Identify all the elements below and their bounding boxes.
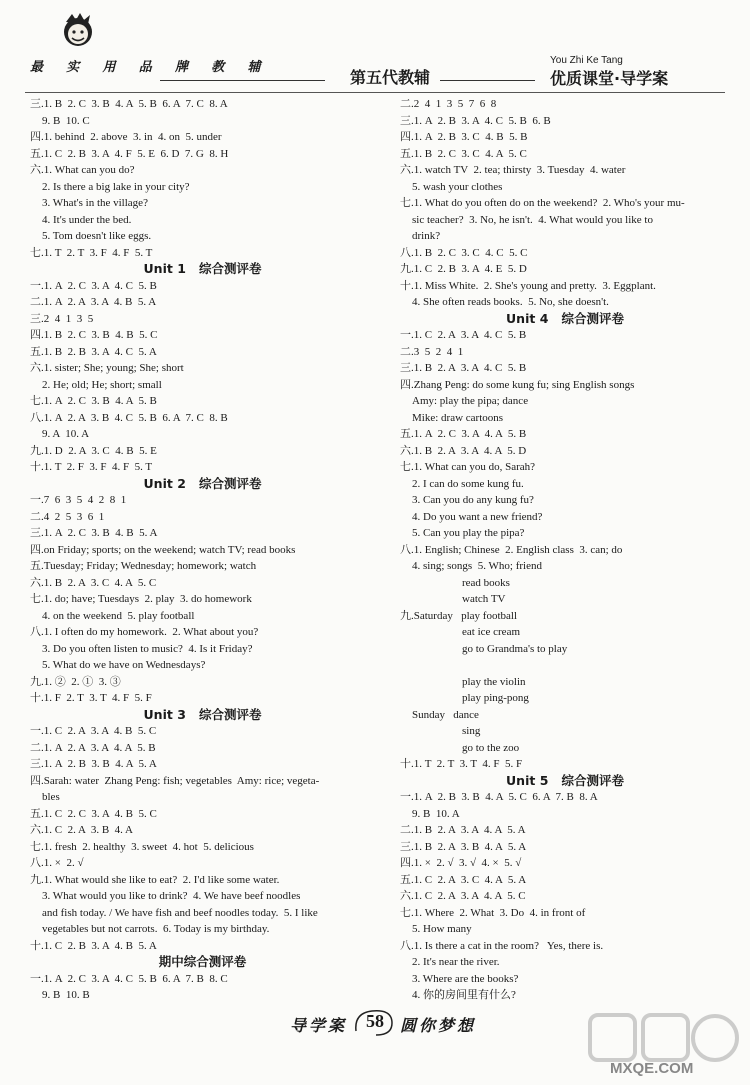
answer-line: 二.1. A 2. A 3. A 4. A 5. B bbox=[30, 741, 156, 754]
answer-line: 六.1. C 2. A 3. B 4. A bbox=[30, 824, 133, 836]
answer-line: Amy: play the pipa; dance bbox=[412, 395, 529, 407]
answer-line: 5. Can you play the pipa? bbox=[412, 527, 525, 539]
answer-line: 9. B 10. A bbox=[412, 807, 460, 820]
answer-line: 二.1. B 2. A 3. A 4. A 5. A bbox=[400, 824, 526, 836]
answer-line: 七.1. What do you often do on the weekend? 2. Who's your mu- bbox=[400, 197, 685, 209]
answer-line: watch TV bbox=[462, 593, 506, 605]
answer-line: 9. B 10. B bbox=[42, 989, 90, 1001]
answer-line: 9. A 10. A bbox=[42, 428, 90, 440]
answer-line: 八.1. I often do my homework. 2. What about you? bbox=[30, 626, 259, 638]
answer-line: 五.Tuesday; Friday; Wednesday; homework; watch bbox=[30, 560, 257, 572]
answer-line: 2. It's near the river. bbox=[412, 956, 500, 968]
answer-line: 六.1. C 2. A 3. A 4. A 5. C bbox=[400, 890, 526, 902]
header-rule-left bbox=[160, 80, 325, 81]
header-divider bbox=[25, 92, 725, 93]
brand-pinyin: You Zhi Ke Tang bbox=[550, 55, 623, 66]
answer-line: 四.1. × 2. √ 3. √ 4. × 5. √ bbox=[400, 857, 522, 869]
answer-line: 3. Can you do any kung fu? bbox=[412, 494, 534, 506]
header-rule-right bbox=[440, 80, 535, 81]
section-title: Unit 2 综合测评卷 bbox=[143, 475, 262, 491]
answer-line: 三.1. B 2. A 3. A 4. C 5. B bbox=[400, 362, 527, 374]
answer-line: 五.1. C 2. C 3. A 4. B 5. C bbox=[30, 807, 157, 820]
answer-line: 3. What would you like to drink? 4. We have beef noodles bbox=[42, 890, 301, 902]
answer-line: Mike: draw cartoons bbox=[412, 411, 504, 424]
answer-line: 一.1. A 2. C 3. A 4. C 5. B bbox=[30, 279, 157, 292]
section-title: Unit 1 综合测评卷 bbox=[143, 261, 262, 276]
answer-line: sing bbox=[462, 725, 481, 737]
answer-column-right bbox=[400, 96, 730, 1004]
answer-line: 3. What's in the village? bbox=[42, 197, 148, 209]
answer-line: 二.1. A 2. A 3. A 4. B 5. A bbox=[30, 296, 157, 308]
answer-line: 三.1. B 2. A 3. B 4. A 5. A bbox=[400, 840, 527, 853]
answer-line: 二.4 2 5 3 6 1 bbox=[30, 510, 105, 523]
answer-line: 五.1. C 2. A 3. C 4. A 5. A bbox=[400, 873, 527, 886]
slogan: 最 实 用 品 牌 教 辅 bbox=[30, 59, 271, 74]
mascot-logo-icon bbox=[58, 10, 98, 52]
answer-line: 七.1. fresh 2. healthy 3. sweet 4. hot 5. delicious bbox=[30, 840, 254, 853]
answer-line: 二.2 4 1 3 5 7 6 8 bbox=[400, 98, 497, 110]
answer-line: eat ice cream bbox=[462, 626, 521, 638]
answer-line: 九.Saturday play football bbox=[400, 609, 518, 622]
answer-line: 四.1. behind 2. above 3. in 4. on 5. under bbox=[30, 131, 222, 143]
answer-line: 4. Do you want a new friend? bbox=[412, 510, 543, 523]
section-title: Unit 3 综合测评卷 bbox=[143, 706, 262, 722]
answer-line: 5. How many bbox=[412, 923, 472, 935]
answer-line: 五.1. C 2. B 3. A 4. F 5. E 6. D 7. G 8. H bbox=[30, 147, 229, 160]
answer-line: 5. What do we have on Wednesdays? bbox=[42, 659, 206, 671]
answer-line: 一.1. C 2. A 3. A 4. C 5. B bbox=[400, 329, 527, 341]
answer-line: 四.1. A 2. B 3. C 4. B 5. B bbox=[400, 131, 528, 143]
answer-line: 九.1. What would she like to eat? 2. I'd like some water. bbox=[30, 873, 280, 886]
answer-line: 一.7 6 3 5 4 2 8 1 bbox=[30, 494, 127, 506]
brand-title: 优质课堂·导学案 bbox=[550, 69, 669, 88]
answer-line: read books bbox=[462, 576, 510, 589]
answer-line: play the violin bbox=[462, 675, 526, 688]
answer-line: 5. wash your clothes bbox=[412, 180, 503, 193]
answer-line: 三.1. A 2. C 3. B 4. B 5. A bbox=[30, 527, 158, 539]
answer-line: go to Grandma's to play bbox=[462, 642, 568, 655]
section-title: Unit 4 综合测评卷 bbox=[506, 310, 624, 326]
answer-line: 六.1. B 2. A 3. C 4. A 5. C bbox=[30, 576, 157, 589]
answer-line: 七.1. What can you do, Sarah? bbox=[400, 461, 536, 473]
answer-line: 9. B 10. C bbox=[42, 114, 90, 127]
answer-line: bles bbox=[42, 791, 60, 803]
section-title: 期中综合测评卷 bbox=[158, 954, 247, 969]
page-number: 58 bbox=[366, 1011, 384, 1031]
answer-line: 七.1. A 2. C 3. B 4. A 5. B bbox=[30, 395, 157, 407]
answer-line: 2. I can do some kung fu. bbox=[412, 477, 524, 490]
answer-line: 一.1. A 2. C 3. A 4. C 5. B 6. A 7. B 8. C bbox=[30, 972, 228, 985]
answer-line: 3. Do you often listen to music? 4. Is it Friday? bbox=[42, 642, 253, 655]
answer-line: 5. Tom doesn't like eggs. bbox=[42, 230, 152, 242]
answer-line: 八.1. English; Chinese 2. English class 3. can; do bbox=[400, 543, 623, 556]
answer-line: 四.1. B 2. C 3. B 4. B 5. C bbox=[30, 329, 158, 341]
answer-line: 2. He; old; He; short; small bbox=[42, 378, 162, 391]
answer-line: 八.1. Is there a cat in the room? Yes, there is. bbox=[400, 939, 604, 952]
answer-line: 四.on Friday; sports; on the weekend; watch TV; read books bbox=[30, 543, 296, 556]
answer-line: and fish today. / We have fish and beef noodles today. 5. I like bbox=[42, 906, 318, 919]
watermark-text: MXQE.COM bbox=[610, 1060, 694, 1077]
answer-line: 3. Where are the books? bbox=[412, 972, 519, 985]
answer-line: 六.1. watch TV 2. tea; thirsty 3. Tuesday 4. water bbox=[400, 164, 626, 176]
answer-line: 四.Sarah: water Zhang Peng: fish; vegetables Amy: rice; vegeta- bbox=[30, 774, 320, 787]
answer-line bbox=[400, 657, 730, 674]
answer-line: 九.1. C 2. B 3. A 4. E 5. D bbox=[400, 263, 527, 275]
answer-line: vegetables but not carrots. 6. Today is my birthday. bbox=[42, 923, 270, 935]
answer-line: 二.3 5 2 4 1 bbox=[400, 345, 464, 358]
answer-column-left bbox=[30, 96, 375, 1004]
answer-line: 八.1. A 2. A 3. B 4. C 5. B 6. A 7. C 8. B bbox=[30, 411, 228, 424]
answer-line: 4. 你的房间里有什么? bbox=[412, 989, 516, 1001]
answer-line: play ping-pong bbox=[462, 692, 529, 704]
answer-line: 三.2 4 1 3 5 bbox=[30, 312, 94, 325]
answer-line: 六.1. What can you do? bbox=[30, 164, 135, 176]
answer-line: 一.1. C 2. A 3. A 4. B 5. C bbox=[30, 725, 157, 737]
answer-line: 2. Is there a big lake in your city? bbox=[42, 180, 190, 193]
answer-line: Sunday dance bbox=[412, 708, 479, 721]
answer-line: 十.1. Miss White. 2. She's young and pretty. 3. Eggplant. bbox=[400, 279, 656, 292]
answer-line: 四.Zhang Peng: do some kung fu; sing English songs bbox=[400, 378, 635, 391]
answer-line: 八.1. × 2. √ bbox=[30, 857, 84, 869]
section-title: Unit 5 综合测评卷 bbox=[506, 772, 624, 788]
answer-line: 七.1. T 2. T 3. F 4. F 5. T bbox=[30, 246, 153, 259]
answer-line: 三.1. B 2. C 3. B 4. A 5. B 6. A 7. C 8. A bbox=[30, 98, 228, 110]
answer-line: 七.1. do; have; Tuesdays 2. play 3. do homework bbox=[30, 593, 252, 605]
answer-line: 一.1. A 2. B 3. B 4. A 5. C 6. A 7. B 8. A bbox=[400, 791, 598, 803]
header-center-title: 第五代教辅 bbox=[350, 68, 431, 87]
answer-line: 七.1. Where 2. What 3. Do 4. in front of bbox=[400, 906, 586, 919]
answer-line: 十.1. T 2. F 3. F 4. F 5. T bbox=[30, 461, 153, 473]
answer-line: 4. on the weekend 5. play football bbox=[42, 609, 195, 622]
answer-line: sic teacher? 3. No, he isn't. 4. What would you like to bbox=[412, 213, 653, 226]
answer-line: drink? bbox=[412, 230, 441, 242]
answer-line: 五.1. B 2. B 3. A 4. C 5. A bbox=[30, 345, 157, 358]
answer-line: 六.1. sister; She; young; She; short bbox=[30, 362, 184, 374]
answer-line: 4. sing; songs 5. Who; friend bbox=[412, 560, 542, 572]
answer-line: 4. She often reads books. 5. No, she doesn't. bbox=[412, 296, 609, 308]
page-header bbox=[0, 0, 750, 90]
answer-line: 六.1. B 2. A 3. A 4. A 5. D bbox=[400, 444, 527, 457]
answer-line: 八.1. B 2. C 3. C 4. C 5. C bbox=[400, 246, 528, 259]
answer-line: 十.1. F 2. T 3. T 4. F 5. F bbox=[30, 692, 152, 704]
answer-line: go to the zoo bbox=[462, 741, 520, 754]
answer-line: 三.1. A 2. B 3. B 4. A 5. A bbox=[30, 758, 157, 770]
answer-line: 十.1. C 2. B 3. A 4. B 5. A bbox=[30, 939, 157, 952]
answer-line: 十.1. T 2. T 3. T 4. F 5. F bbox=[400, 758, 523, 770]
answer-line: 九.1. D 2. A 3. C 4. B 5. E bbox=[30, 444, 157, 457]
answer-line: 4. It's under the bed. bbox=[42, 213, 132, 226]
answer-line: 五.1. B 2. C 3. C 4. A 5. C bbox=[400, 147, 527, 160]
answer-line: 三.1. A 2. B 3. A 4. C 5. B 6. B bbox=[400, 114, 551, 127]
footer-brand-left: 导学案 bbox=[290, 1016, 348, 1035]
footer-brand-right: 圆你梦想 bbox=[400, 1016, 477, 1035]
answer-line: 九.1. ② 2. ① 3. ③ bbox=[30, 675, 121, 688]
answer-line: 五.1. A 2. C 3. A 4. A 5. B bbox=[400, 428, 527, 440]
